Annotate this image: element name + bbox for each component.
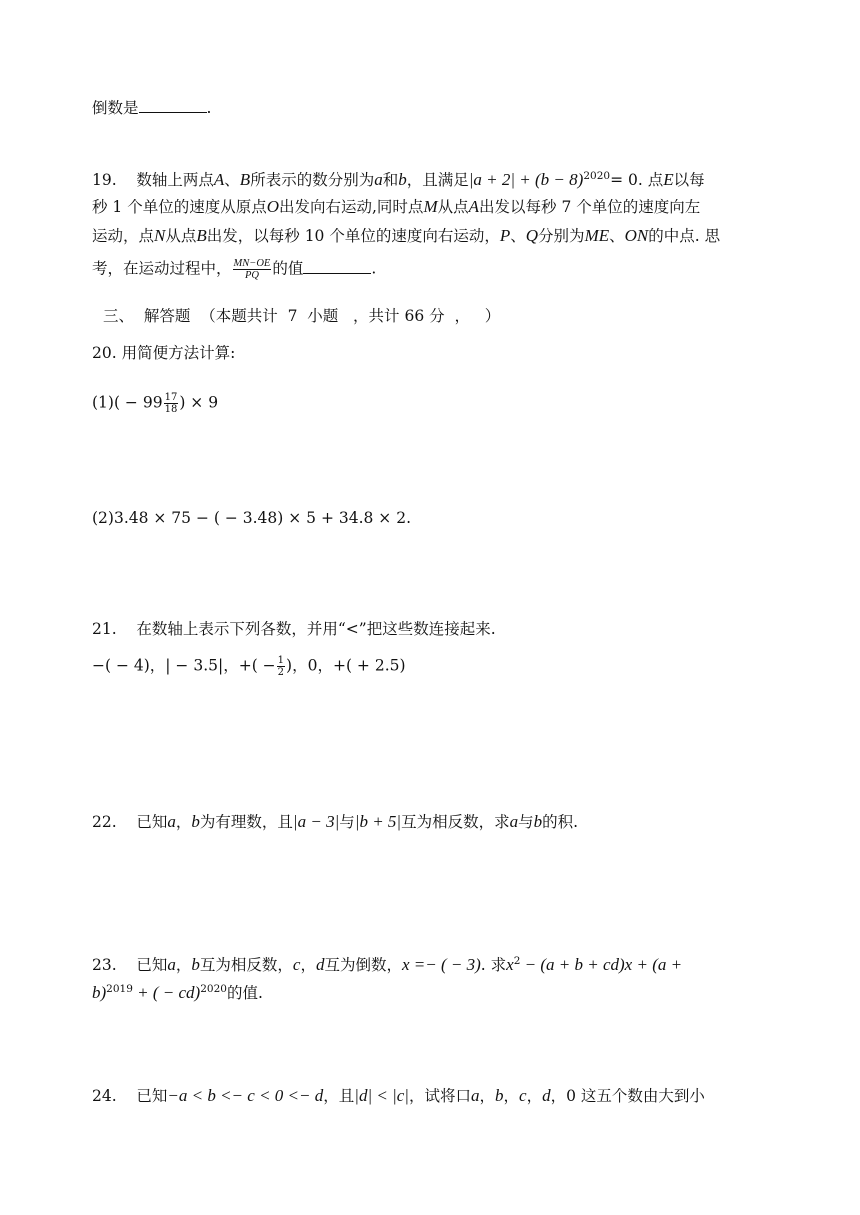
question-number: 24.: [92, 1087, 117, 1105]
question-number: 23.: [92, 956, 117, 974]
q23-line-2: b)$^{2019}$ + ( − cd)$^{2020}$的值.: [92, 983, 263, 1002]
fraction: $\frac{1}{2}$: [277, 655, 285, 678]
question-number: 21.: [92, 620, 117, 638]
q19-line-3: 运动，点N从点B出发，以每秒 10 个单位的速度向右运动，P、Q分别为ME、ON的中点. 思: [92, 226, 721, 245]
question-number: 19.: [92, 171, 117, 189]
fraction: $\frac{17}{18}$: [164, 392, 178, 415]
q20-part-2: (2)3.48 × 75 − ( − 3.48) × 5 + 34.8 × 2.: [92, 509, 412, 527]
q18-tail-text: 倒数是: [92, 99, 139, 117]
section-heading: 三、 解答题 （本题共计 7 小题 ，共计 66 分 ， ）: [103, 307, 501, 325]
answer-blank: [139, 98, 207, 113]
q23-line-1: 23. 已知a，b互为相反数，c，d互为倒数，x =− ( − 3). 求$x^2 - (a + b + cd)x + (a$ +: [92, 955, 683, 974]
fraction: $\frac{MN-OE}{PQ}$: [233, 258, 271, 281]
q19-line-2: 秒 1 个单位的速度从原点O出发向右运动,同时点M从点A出发以每秒 7 个单位的速度向左: [92, 197, 701, 216]
q20-title: 20. 用简便方法计算:: [92, 344, 236, 362]
q18-tail: 倒数是 .: [92, 99, 212, 117]
q20-part-1: (1)( − 99 $\frac{17}{18}$ ) × 9: [92, 392, 219, 415]
question-number: 22.: [92, 813, 117, 831]
answer-blank: [303, 259, 371, 274]
q19-line-1: 19. 数轴上两点A、B所表示的数分别为a和b，且满足$|a + 2| + (b - 8)^{2020}= 0$. 点E以每: [92, 170, 705, 189]
condition-expression: |a + 2| + (b − 8): [468, 170, 584, 189]
q19-line-4: 考，在运动过程中， $\frac{MN-OE}{PQ}$ 的值 .: [92, 258, 377, 281]
q24-line: 24. 已知−a < b <− c < 0 <− d，且|d| < |c|，试将口a，b，c，d，0 这五个数由大到小: [92, 1086, 705, 1105]
q21-line-1: 21. 在数轴上表示下列各数，并用“<”把这些数连接起来.: [92, 620, 496, 638]
q22-line: 22. 已知a，b为有理数，且|a − 3|与|b + 5|互为相反数，求a与b的积.: [92, 812, 579, 831]
q21-line-2: −( − 4)，| − 3.5|，+( − $\frac{1}{2}$ )，0，+( + 2.5): [92, 655, 406, 678]
